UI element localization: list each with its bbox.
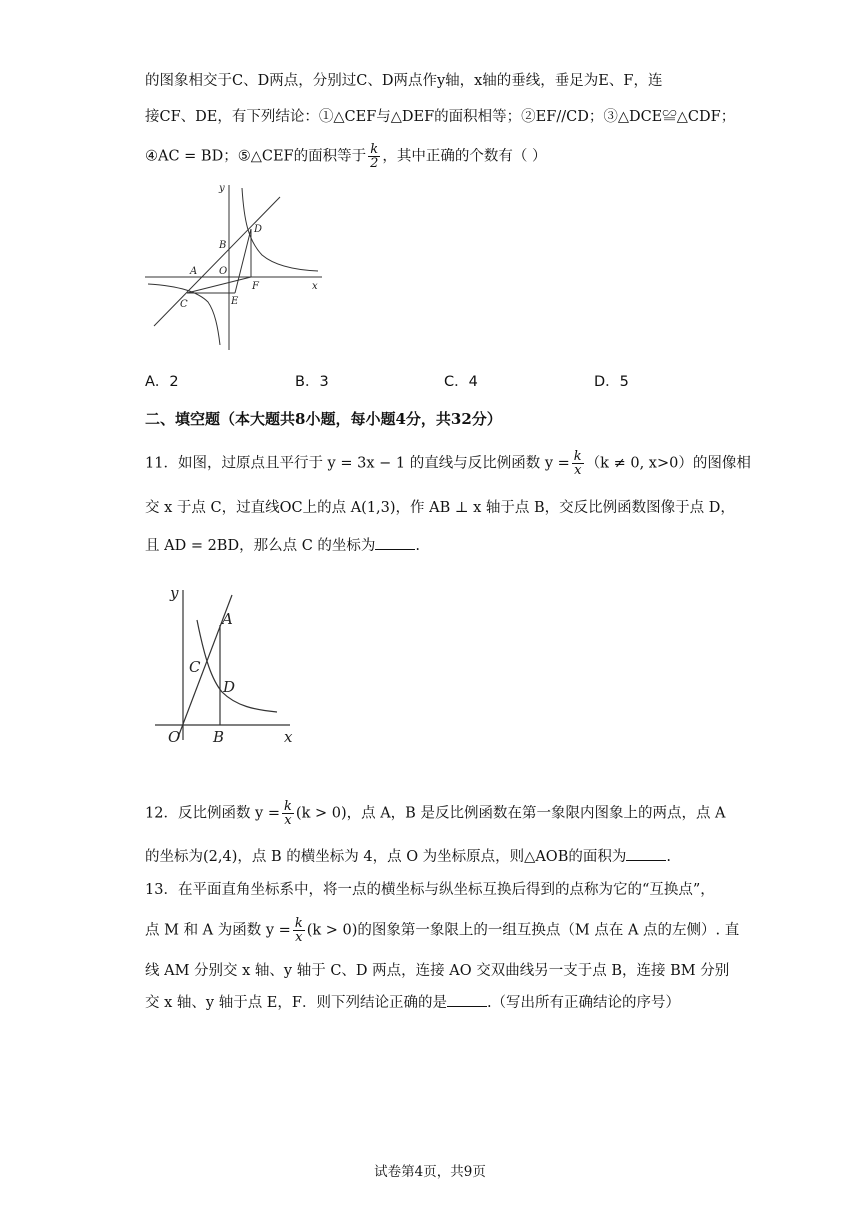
- q10-label-b: B: [219, 240, 227, 251]
- q13-fraction: [293, 917, 305, 944]
- q13-frac-den: x: [295, 930, 303, 945]
- q13-line2: [145, 917, 820, 944]
- q13-line4-b: .（写出所有正确结论的序号）: [486, 995, 681, 1011]
- q11-line3: [145, 535, 820, 557]
- q10-option-b: B．3: [295, 374, 329, 390]
- section-heading: 二、填空题（本大题共8小题，每小题4分，共32分）: [145, 410, 502, 428]
- q13-answer-blank[interactable]: [447, 992, 487, 1007]
- q12-line2-end: .: [666, 849, 671, 865]
- q11-figure: [150, 580, 310, 750]
- q10-label-e: E: [231, 296, 239, 307]
- q10-line-cd: [154, 197, 280, 326]
- q10-label-a: A: [190, 266, 198, 277]
- q12-fraction: [282, 800, 294, 827]
- q11-label-y: y: [170, 584, 179, 602]
- q11-answer-blank[interactable]: [375, 535, 415, 550]
- q11-line2: 交 x 于点 C，过直线OC上的点 A(1,3)，作 AB ⊥ x 轴于点 B，交反比例函数图像于点 D，: [145, 500, 735, 516]
- q13-line1: 13．在平面直角坐标系中，将一点的横坐标与纵坐标互换后得到的点称为它的“互换点”，: [145, 882, 715, 898]
- q11-line1: [145, 450, 820, 477]
- q10-segment-de: [235, 229, 251, 293]
- q10-line2: 接CF、DE，有下列结论：①△CEF与△DEF的面积相等；②EF//CD；③△DCE≌△CDF；: [145, 109, 736, 125]
- q13-line2-b: (k > 0)的图象第一象限上的一组互换点（M 点在 A 点的左侧）. 直: [306, 922, 740, 939]
- q10-frac-den: 2: [370, 156, 379, 171]
- q10-line3-b: ，其中正确的个数有（ ）: [382, 148, 547, 165]
- q10-label-x: x: [312, 281, 318, 292]
- q10-option-d: D．5: [594, 374, 629, 390]
- q10-label-o: O: [219, 266, 228, 277]
- q10-segment-cf: [187, 277, 251, 293]
- q10-label-f: F: [252, 281, 259, 292]
- q10-figure: [140, 180, 330, 355]
- q13-line4: [145, 992, 820, 1014]
- q12-line2: [145, 846, 820, 868]
- q11-label-d: D: [223, 678, 236, 696]
- q10-option-a: A．2: [145, 374, 179, 390]
- q11-label-o: O: [168, 728, 181, 746]
- q10-frac-num: k: [368, 143, 380, 157]
- q13-frac-num: k: [294, 916, 303, 931]
- q12-line1: [145, 800, 820, 827]
- q11-hyperbola: [197, 620, 277, 712]
- q10-option-c: C．4: [444, 374, 478, 390]
- q11-line1-b: （k ≠ 0, x>0）的图像相: [585, 455, 751, 472]
- q10-label-d: D: [254, 224, 263, 235]
- q12-answer-blank[interactable]: [626, 846, 666, 861]
- q11-label-a: A: [222, 610, 233, 628]
- q12-line1-a: 12．反比例函数 y =: [145, 805, 281, 822]
- q11-label-b: B: [213, 728, 225, 746]
- q13-line4-a: 交 x 轴、y 轴于点 E，F．则下列结论正确的是: [145, 995, 447, 1011]
- q10-label-y: y: [219, 183, 225, 194]
- q10-line1: 的图象相交于C、D两点，分别过C、D两点作y轴，x轴的垂线，垂足为E、F，连: [145, 73, 663, 89]
- q11-frac-num: k: [573, 449, 582, 464]
- q13-line2-a: 点 M 和 A 为函数 y =: [145, 922, 291, 939]
- q11-line1-a: 11．如图，过原点且平行于 y = 3x − 1 的直线与反比例函数 y =: [145, 455, 570, 472]
- q12-line1-b: (k > 0)，点 A，B 是反比例函数在第一象限内图象上的两点，点 A: [295, 805, 726, 822]
- q12-frac-num: k: [284, 799, 292, 814]
- q10-line3-a: ④AC = BD；⑤△CEF的面积等于: [145, 148, 367, 165]
- q11-label-c: C: [189, 658, 201, 676]
- q10-line3: [145, 143, 820, 170]
- q10-fraction: [368, 143, 380, 170]
- q12-frac-den: x: [284, 813, 292, 828]
- q11-frac-den: x: [574, 463, 582, 478]
- q10-label-c: C: [180, 299, 188, 310]
- q11-fraction: [572, 450, 584, 477]
- q13-line3: 线 AM 分别交 x 轴、y 轴于 C、D 两点，连接 AO 交双曲线另一支于点 B，连接 BM 分别: [145, 963, 730, 979]
- q11-label-x: x: [284, 728, 293, 746]
- page-footer: 试卷第4页，共9页: [374, 1164, 486, 1180]
- q11-line3-text: 且 AD = 2BD，那么点 C 的坐标为: [145, 538, 376, 554]
- q12-line2-a: 的坐标为(2,4)，点 B 的横坐标为 4，点 O 为坐标原点，则△AOB的面积为: [145, 849, 627, 865]
- q11-line3-end: .: [415, 538, 421, 554]
